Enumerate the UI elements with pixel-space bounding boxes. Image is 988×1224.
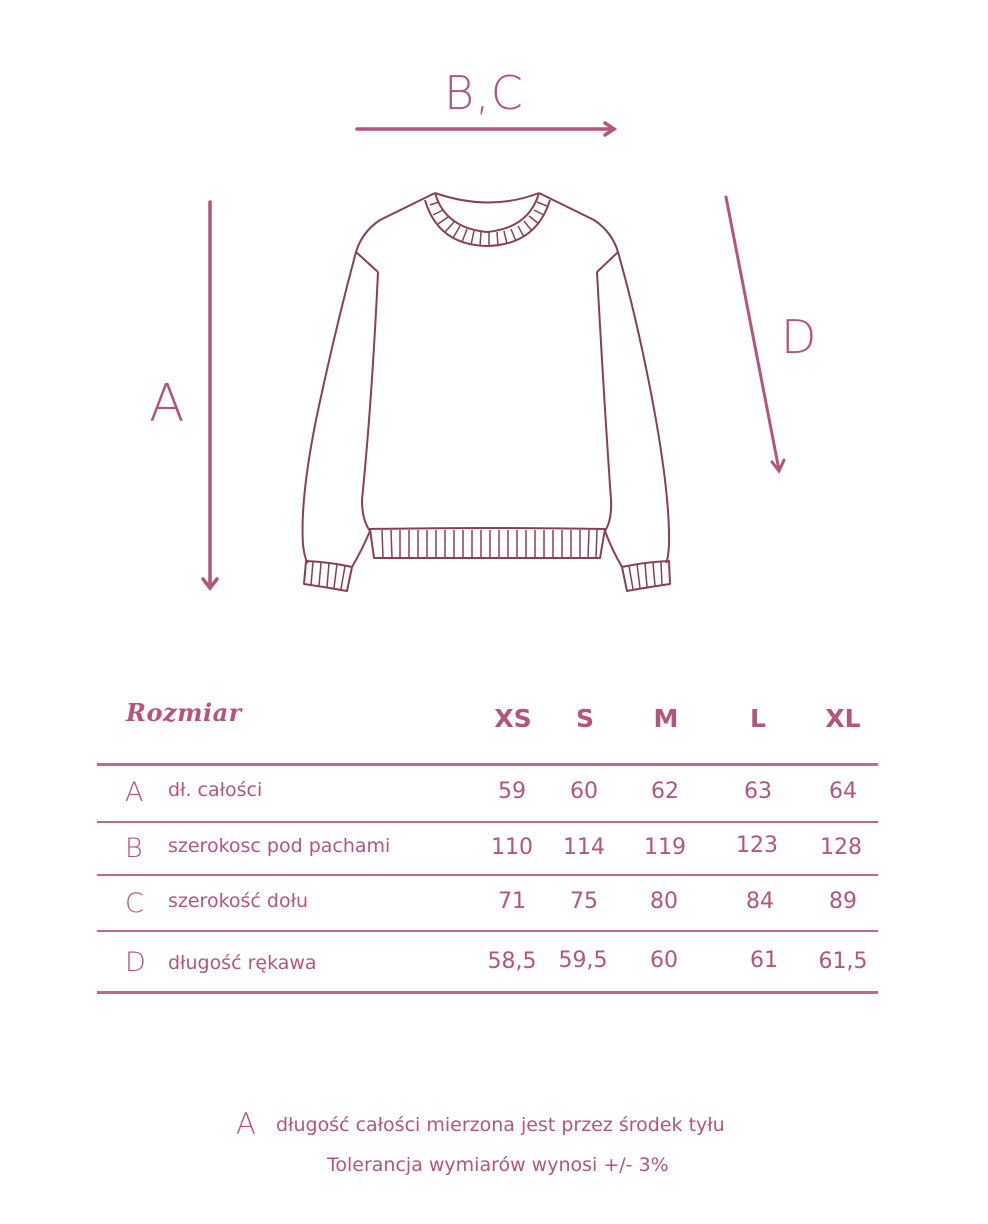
row-label: szerokosc pod pachami [168, 835, 391, 857]
table-cell: 80 [650, 889, 678, 914]
table-cell: 123 [736, 833, 778, 858]
table-cell: 63 [744, 779, 772, 804]
row-label: długość rękawa [168, 952, 317, 974]
sleeve-label: D [781, 310, 817, 364]
table-cell: 114 [563, 835, 605, 860]
row-letter: D [125, 947, 146, 978]
sweater-outline-icon [303, 193, 670, 591]
table-cell: 89 [829, 889, 857, 914]
length-label: A [149, 374, 185, 434]
row-label: szerokość dołu [168, 890, 309, 912]
note-tolerance: Tolerancja wymiarów wynosi +/- 3% [327, 1154, 669, 1176]
table-cell: 61,5 [818, 949, 868, 974]
table-cell: 75 [570, 889, 598, 914]
table-cell: 60 [570, 779, 598, 804]
table-cell: 61 [750, 948, 778, 973]
table-cell: 59,5 [558, 948, 608, 973]
row-letter: C [125, 888, 144, 919]
width-label: B,C [444, 66, 524, 120]
size-table-title: Rozmiar [126, 698, 242, 727]
table-cell: 110 [491, 835, 533, 860]
table-cell: 58,5 [487, 949, 537, 974]
row-divider [97, 821, 878, 823]
table-cell: 84 [746, 889, 774, 914]
size-header-xs: XS [494, 704, 532, 733]
size-header-s: S [575, 704, 595, 733]
note-letter: A [236, 1107, 256, 1141]
row-letter: B [125, 833, 143, 864]
row-letter: A [125, 777, 144, 808]
table-cell: 59 [498, 779, 526, 804]
size-header-m: M [653, 704, 679, 733]
table-cell: 64 [829, 779, 857, 804]
table-top-rule [97, 763, 878, 766]
length-arrow-icon [203, 202, 217, 588]
size-header-l: L [750, 704, 766, 733]
row-divider [97, 930, 878, 932]
table-cell: 60 [650, 948, 678, 973]
row-divider [97, 874, 878, 876]
table-cell: 128 [820, 835, 862, 860]
note-measurement: długość całości mierzona jest przez środek tyłu [276, 1114, 725, 1136]
table-cell: 119 [644, 835, 686, 860]
table-bottom-rule [97, 991, 878, 994]
row-label: dł. całości [168, 779, 263, 801]
table-cell: 71 [498, 889, 526, 914]
sleeve-arrow-icon [726, 197, 784, 471]
size-header-xl: XL [825, 704, 861, 733]
width-arrow-icon [357, 123, 614, 135]
table-cell: 62 [651, 779, 679, 804]
